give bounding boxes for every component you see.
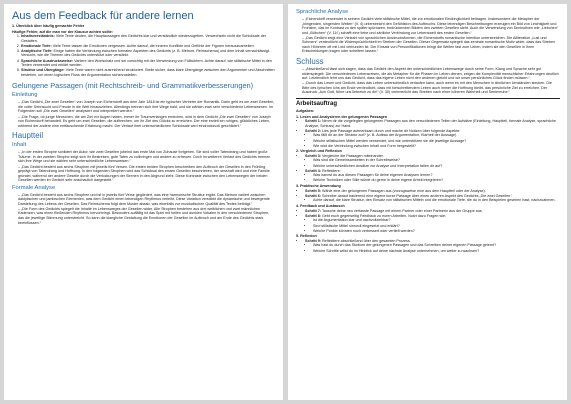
step-sublist	[305, 218, 560, 233]
task-steps	[296, 189, 560, 203]
step-subitem: • Was fällt dir an der Struktur auf? (z. B. Aufbau der Argumentation, Klarheit der Aussage)	[313, 133, 560, 138]
step-sublist	[305, 243, 560, 253]
step-text: Gebt euch gegenseitig Feedback zu euren Arbeiten. Nutzt dazu Fragen wie:	[322, 213, 447, 218]
step-sublist	[305, 173, 560, 183]
task-steps	[296, 119, 560, 148]
task-block	[296, 149, 560, 183]
task-subheading: Häufige Fehler, auf die man vor der Klausur achten sollte:	[12, 29, 114, 34]
schluss-item: – „Durch das Lesen und Gedicht, dass das Leben unterschiedlich verlaufen kann, auch wenn es mit den Menschen in ähnlichen Umständen stecken. Die Bitte des lyrischen Ichs am Ende verdeutlicht, dass mit fortschreitendem Leben auch immer die Hoffnung bleibt, das persönliche Ziel zu erreichen. Der Ausdruck „Ach Gott, führe uns liebreich zu dir!“ (V. 30) verinnerlicht das Streben nach einer höheren Wahrheit und Seelenruhe.“	[302, 81, 560, 95]
sprachliche-list	[296, 17, 560, 54]
aufgaben-label: Aufgaben:	[296, 108, 315, 113]
step-subitem: • Welche unterschiedlichen Ansätze zur Analyse und Interpretation fallen dir auf?	[313, 164, 560, 169]
sprachliche-heading: Sprachliche Analyse	[296, 9, 349, 15]
step-lead: Schritt 1:	[305, 119, 321, 124]
step-text: Reflektiere abschließend über den gesamten Prozess.	[322, 238, 411, 243]
task-step	[305, 194, 560, 203]
document-page-left	[4, 4, 283, 400]
task-title: 2. Vergleich und Reflexion	[296, 149, 342, 154]
step-text: Reflektiere:	[322, 168, 341, 173]
step-subitem: • Was sind die Gemeinsamkeiten in der Schreibweise?	[313, 158, 560, 163]
divider	[296, 98, 560, 99]
step-text: Nimm dir die vorgelegten gelungenen Passagen aus den verschiedenen Teilen der Aufsätze (Einleitung, Hauptteil, formale Analyse, sprachliche Analyse, Schluss) zur Hand.	[305, 119, 557, 128]
step-text: Lies jede Passage aufmerksam durch und mache dir Notizen über folgende Aspekte:	[322, 128, 461, 133]
error-item	[21, 59, 276, 68]
error-lead: Struktur und Übergänge:	[21, 68, 65, 73]
step-lead: Schritt 5:	[305, 188, 321, 193]
inhalt-item: – „Das Gedicht besteht aus sechs Strophen mit jeweils fünf Versen. Die ersten beiden Strophen beschreiben den Aufbruch der Gesellen in den Frühling, geprägt von Tatendrang und Hoffnung. In den folgenden Strophen wird das Schicksal des ersten Gesellen beschrieben, der sesshaft wird und eine Familie gründet, während der andere Geselle durch die Verlockungen der Sirenen in den Abgrund zieht. Diese Kontraste zwischen den Lebenswegen der beiden Gesellen werden im Gedicht sehr anschaulich dargestellt.“	[18, 165, 276, 183]
error-item	[21, 44, 276, 49]
step-text: Schreibe darauf basierend eine eigene kurze Passage über einen anderen Aspekt des Gedichts „Die zwei Gesellen“.	[322, 193, 513, 198]
formale-item: – „Die Form des Gedichts spiegelt die Inhalte im Lebensweges der Gesellen wider. Alle Strophen bestehen aus drei weiblichen und zwei männlichen Kadenzen, was einen fließenden Rhythmus hervorbringt. Besonders auffällig ist das Spiel mit hellen und dunklen Vokalen in den verschiedenen Strophen, das die jeweilige Stimmung unterstreicht. So kann die klangliche Gestaltung die Emotionen der Gesellen im Aufbruch und am Ende des Gedichts stark beeinflussen.“	[18, 207, 276, 225]
sprachliche-item: – „Eichendorff verwendet in seinem Gedicht viele stilistische Mittel, die zur emotionalen Eindringlichkeit beitragen. Insbesondere die Metapher der „klingenden, singenden Wellen“ (V. 4) unterstreicht den Gefühlston des Aufbruchs. Diese lebendigen Beschreibungen erzeugen ein Bild von Leichtigkeit und Frohsinn, das im Kontrast zu den später spürbaren, bedrückenden Bildern des zweiten Gesellen steht. Auch die Verwendung von Diminutiven wie „Liebchen“ und „Bübchen“ (V. 11f.) schafft eine liebe und zärtliche Verbindung zur Lebenswelt des ersten Gesellen.“	[302, 17, 560, 35]
task-step	[305, 239, 560, 253]
task-title: 5. Reflexion	[296, 234, 317, 239]
step-subitem: • Sind stilistische Mittel sinnvoll eingesetzt und erklärt?	[313, 224, 560, 229]
task-title: 4. Feedback und Austausch	[296, 204, 345, 209]
step-lead: Schritt 4:	[305, 168, 321, 173]
step-lead: Schritt 3:	[305, 153, 321, 158]
einleitung-item: – „Das Gedicht „Die zwei Gesellen“ von Joseph von Eichendorff aus dem Jahr 1818 ist ein typischer Vertreter der Romantik. Darin geht es um zwei Gesellen, die voller Sehnsucht und Freude in die Welt hinausziehen. Allerdings trennen sich ihre Wege bald, und sie wählen zwei sehr verschiedene Lebenswesen. Im Folgenden soll „Die zwei Gesellen“ analysiert und interpretiert werden.“	[18, 100, 276, 114]
formale-heading: Formale Analyse	[12, 184, 56, 191]
task-block	[296, 115, 560, 149]
step-sublist	[305, 198, 560, 203]
step-text: Wähle eine der gelungenen Passagen aus (vorzugsweise eine aus dem Hauptteil oder der Analyse).	[322, 188, 486, 193]
step-subitem: • Was kannst du aus diesen Passagen für deine eigenen Analysen lernen?	[313, 173, 560, 178]
formale-item: – „Das Gedicht besteht aus sechs Strophen und ist in jeweils fünf Verse gegliedert, was eine harmonische Struktur ergibt. Das Metrum variiert zwischen daktylischen und jambischen Elementen, was dem Gedicht einen lebendigen Rhythmus verleiht. Diese Variation verstärkt die dynamische und bewegende Darstellung des Lebens der Gesellen. Das Reimschema folgt dem Muster abaab, was ebenfalls zur musikalischen Qualität des Textes beiträgt.“	[18, 193, 276, 207]
step-text: Tausche deine neu verfasste Passage mit einem Partner oder einer Partnerin aus der Gruppe aus.	[321, 208, 483, 213]
step-text: Vergleiche die Passagen miteinander.	[322, 153, 384, 158]
task-step	[305, 154, 560, 168]
task-step	[305, 119, 560, 128]
step-subitem: • Welche Schritte willst du im Hinblick auf deine nächste Analyse unternehmen, um weiter zu wachsen?	[313, 249, 560, 254]
task-block	[296, 204, 560, 233]
einleitung-heading: Einleitung	[12, 92, 38, 99]
step-lead: Schritt 7:	[305, 208, 321, 213]
step-subitem: • Wie wird die Verbindung zwischen Inhalt und Form hergestellt?	[313, 144, 560, 149]
step-lead: Schritt 9:	[305, 238, 321, 243]
formale-list	[12, 193, 276, 225]
step-subitem: • Welche stilistischen Mittel werden verwendet, und wie unterstützen sie die jeweilige Aussage?	[313, 139, 560, 144]
step-subitem: • Welche Techniken oder Stile würde du gerne in deine eigene Arbeit integrieren?	[313, 178, 560, 183]
task-steps	[296, 239, 560, 253]
task-step	[305, 189, 560, 194]
step-sublist	[305, 158, 560, 168]
step-subitem: • Achte darauf, die klare Struktur, den Einsatz von stilistischen Mitteln und die emotionale Tiefe, die du in den Beispielen gesehen hast, nachzuahmen.	[313, 198, 560, 203]
passages-heading: Gelungene Passagen (mit Rechtschreib- und Grammatikverbesserungen)	[12, 81, 254, 91]
step-subitem: • Welche Punkte könnten noch verbessert oder vertieft werden?	[313, 229, 560, 234]
error-lead: Sprachliche Ausdrucksweise:	[21, 58, 74, 63]
error-text: Einige haben die Verbindung zwischen formalen Aspekten des Gedichts (z. B. Metrum, Reimschema) und dem Inhalt vernachlässigt. Versucht, wie die Themen des Gedichts unterstützt oder verstärkt.	[21, 48, 270, 58]
error-text: Viele Texte lassen die Emotionen vergessen. Achte darauf, die inneren Konflikte und Gefühle der Figuren herauszuarbeiten.	[52, 43, 255, 48]
page-title: Aus dem Feedback für andere lernen	[12, 10, 194, 22]
task-block	[296, 234, 560, 253]
document-page-right	[288, 4, 567, 400]
einleitung-list	[12, 100, 276, 128]
schluss-heading: Schluss	[296, 56, 324, 66]
sprachliche-item: – „Das Gedicht zeigt eine Vielzahl von sprachlichen Ausdrucksformen, die Eichendorffs romantische Intention unterstreichen. Die Alliteration „Lust und Schmerz“ verdeutlicht die Widersprüchlichkeit im Streben der Gesellen. Dieser Gegensatz spiegelt das zentrale romantische Motiv wider, dass das Streben nach Höherem oft mit Leid verbunden ist. Der Einsatz von Personifikationen bringt die Wellen fast zum Leben, indem sie den Gesellen in ihren Entscheidungen tragen oder scheitern lassen.“	[302, 36, 560, 54]
error-lead: Analytische Tiefe:	[21, 48, 53, 53]
step-lead: Schritt 8:	[305, 213, 321, 218]
error-item	[21, 68, 276, 77]
error-item	[21, 34, 276, 43]
step-sublist	[305, 133, 560, 148]
task-heading: 1. Überblick über häufig gemachte Fehler	[12, 24, 85, 28]
task-step	[305, 209, 560, 214]
arbeitsauftrag-heading: Arbeitsauftrag	[296, 100, 338, 107]
error-item	[21, 49, 276, 58]
step-lead: Schritt 6:	[305, 193, 321, 198]
errors-list	[12, 34, 276, 77]
inhalt-item: – „In der ersten Strophe schildert der Autor, wie zwei Gesellen jubelnd das erste Mal von Zuhause fortgehen. Sie sind voller Tatendrang und haben große Träume. In der zweiten Strophe zeigt sich ihr Bestreben, gute Taten zu vollbringen und andere zu erfreuen. Doch im weiteren Verlauf des Gedichts trennen sich ihre Wege und sie wählen sehr unterschiedliche Lebensweisen.“	[18, 150, 276, 164]
inhalt-list	[12, 150, 276, 182]
schluss-item: – „Abschließend lässt sich sagen, dass das Gedicht den Aspekt der unterschiedlichen Lebenswege durch seine Form, Klang und Sprache sehr gut widerspiegelt. Die verschiedenen Lebensreisen, die als Metapher für die Phasen im Leben dienen, zeigen die Komplexität menschlicher Erfahrungen deutlich auf. Letztendlich lehrt uns das Gedicht, dass das eigene Leben nicht den anderen gleicht und wir unser persönliches Glück finden müssen.“	[302, 67, 560, 81]
error-lead: Emotionale Tiefe:	[21, 43, 52, 48]
error-text: Viele Texte waren nicht ausreichend strukturiert. Stelle sicher, dass klare Übergänge zwischen den Argumenten und Abschnitten bestehen, um einen logischen Fluss der Argumentation sicherzustellen.	[21, 68, 275, 77]
task-title: 3. Praktische Anwendung	[296, 184, 341, 189]
task-steps	[296, 154, 560, 183]
task-title: 1. Lesen und Analysieren der gelungenen Passagen	[296, 114, 388, 119]
step-lead: Schritt 2:	[305, 128, 321, 133]
hauptteil-heading: Hauptteil	[12, 131, 44, 141]
task-step	[305, 169, 560, 183]
task-block	[296, 184, 560, 203]
task-step	[305, 214, 560, 233]
error-text: Viele Texte deuten, die Hauptaussagen des Gedichts klar und verständlich wiederzugeben. Verwechseln nicht die Schicksale der Gestalten.	[21, 34, 267, 43]
task-step	[305, 129, 560, 148]
schluss-list	[296, 67, 560, 95]
error-lead: Inhaltsverständnis:	[21, 34, 55, 39]
inhalt-heading: Inhalt	[12, 142, 27, 149]
step-subitem: • Was hast du durch das Studium der gelungenen Passagen und das Schreiben deiner eigenen Passage gelernt?	[313, 243, 560, 248]
step-subitem: • Ist die Argumentation klar und nachvollziehbar?	[313, 218, 560, 223]
tasks-container	[296, 115, 560, 254]
einleitung-item: – „Die Frage, ob junge Menschen, die am Ziel vor Augen haben, immer ihr Traumverlangen erreichen, wird in dem Gedicht „Die zwei Gesellen“ von Joseph von Eichendorff behandelt. Es geht um zwei Gesellen, die aufbrechen, um ihr Ziel des Glücks zu erreichen. Der eine erzielt ein ruhiges, glückliches Leben, während der andere eine enttäuschende Erfahrung macht. Der Verlauf ihrer unterschiedlichen Schicksale wird eindrucksvoll geschildert.“	[18, 115, 276, 129]
task-steps	[296, 209, 560, 234]
error-text: Variiere den Wortschatz und sei vorsichtig mit der Verwendung von Füllwörtern. Achte darauf, wie stilistische Mittel in den Texten verwendet und erklärt werden.	[21, 58, 272, 68]
